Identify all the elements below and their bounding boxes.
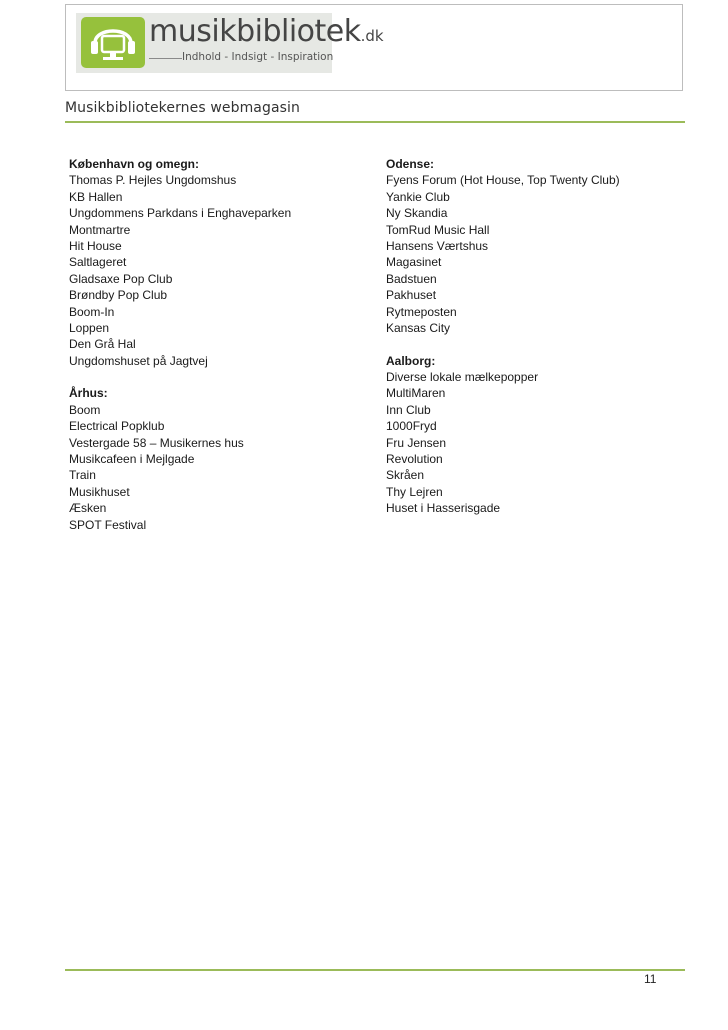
list-item: Fru Jensen [386, 435, 447, 450]
logo-divider [149, 58, 182, 59]
list-item: Hit House [69, 238, 122, 253]
list-item: Thomas P. Hejles Ungdomshus [69, 173, 237, 188]
logo-wordmark [149, 16, 384, 52]
list-item: Electrical Popklub [69, 419, 165, 434]
list-item: Vestergade 58 – Musikernes hus [69, 435, 244, 450]
list-item: Loppen [69, 320, 110, 335]
logo-domain: .dk [360, 27, 384, 45]
right-column [386, 156, 686, 517]
left-column [69, 156, 369, 533]
list-item: Boom-In [69, 304, 115, 319]
list-item: Musikhuset [69, 484, 130, 499]
list-item: Den Grå Hal [69, 337, 136, 352]
section-heading-aalborg: Aalborg: [386, 353, 436, 368]
list-item: Revolution [386, 452, 443, 467]
list-item: Ungdomshuset på Jagtvej [69, 353, 208, 368]
list-item: Kansas City [386, 320, 451, 335]
list-item: Gladsaxe Pop Club [69, 271, 173, 286]
header-divider [65, 121, 685, 123]
logo-tagline: Indhold - Indsigt - Inspiration [182, 51, 334, 63]
section-heading-kobenhavn: København og omegn: [69, 157, 199, 171]
footer-divider [65, 969, 685, 971]
section-heading-arhus: Århus: [69, 386, 108, 401]
list-item: Saltlageret [69, 255, 127, 270]
list-item: Ungdommens Parkdans i Enghaveparken [69, 206, 292, 221]
list-item: KB Hallen [69, 189, 123, 204]
list-item: TomRud Music Hall [386, 222, 490, 237]
list-item: Inn Club [386, 402, 431, 417]
list-item: Fyens Forum (Hot House, Top Twenty Club) [386, 173, 620, 188]
page-number: 11 [644, 972, 657, 986]
spacer [386, 336, 686, 352]
list-item: 1000Fryd [386, 419, 437, 434]
list-item: Musikcafeen i Mejlgade [69, 452, 195, 467]
list-item: Diverse lokale mælkepopper [386, 370, 539, 385]
list-item: Badstuen [386, 271, 437, 286]
list-item: Æsken [69, 501, 107, 516]
musikbibliotek-logo [76, 13, 384, 73]
list-item: Brøndby Pop Club [69, 288, 168, 303]
list-item: Montmartre [69, 222, 131, 237]
list-item: MultiMaren [386, 386, 446, 401]
section-heading-odense: Odense: [386, 157, 435, 171]
spacer [69, 369, 369, 385]
list-item: Train [69, 468, 96, 483]
list-item: SPOT Festival [69, 517, 147, 532]
list-item: Hansens Værtshus [386, 238, 489, 253]
list-item: Rytmeposten [386, 304, 457, 319]
list-item: Yankie Club [386, 189, 450, 204]
list-item: Pakhuset [386, 288, 437, 303]
list-item: Boom [69, 402, 101, 417]
list-item: Huset i Hasserisgade [386, 501, 501, 516]
list-item: Magasinet [386, 255, 442, 270]
headphones-computer-icon [81, 17, 145, 68]
magazine-subtitle: Musikbibliotekernes webmagasin [65, 100, 301, 116]
list-item: Thy Lejren [386, 484, 443, 499]
logo-text: musikbibliotek [149, 14, 361, 49]
list-item: Skråen [386, 468, 425, 483]
list-item: Ny Skandia [386, 206, 448, 221]
header-banner [65, 4, 683, 91]
